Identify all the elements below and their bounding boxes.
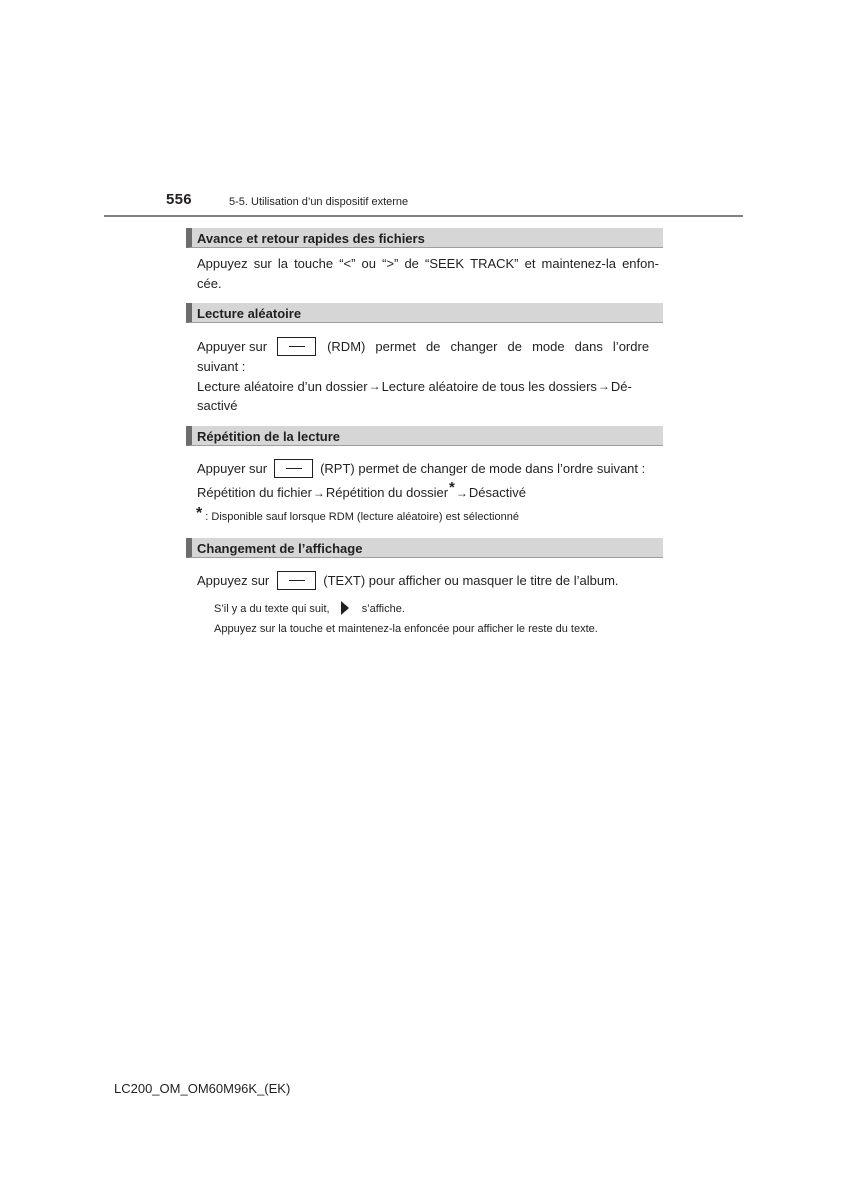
sequence-line bbox=[197, 479, 659, 504]
section-header-repeat bbox=[186, 426, 663, 446]
section-body-random bbox=[197, 336, 659, 416]
text: Appuyer sur bbox=[197, 460, 268, 476]
footnote-text: : Disponible sauf lorsque RDM (lecture aléatoire) est sélectionné bbox=[205, 511, 519, 523]
word: Appuyez bbox=[197, 256, 248, 271]
page-number: 556 bbox=[166, 191, 192, 208]
word: (RDM) bbox=[327, 338, 366, 354]
text: Appuyer sur bbox=[197, 338, 268, 354]
breadcrumb: 5-5. Utilisation d’un dispositif externe bbox=[229, 196, 409, 208]
word: touche bbox=[294, 256, 334, 271]
word: de bbox=[425, 338, 441, 354]
text: Lecture aléatoire d’un dossier bbox=[197, 378, 368, 394]
text: Appuyez sur bbox=[197, 572, 270, 588]
right-arrow-icon: → bbox=[455, 486, 468, 500]
word: maintenez-la bbox=[541, 256, 616, 271]
right-arrow-icon: → bbox=[368, 378, 381, 393]
section-title: Changement de l’affichage bbox=[197, 541, 363, 556]
word: l’ordre bbox=[612, 338, 650, 354]
section-header-display bbox=[186, 538, 663, 558]
section-body-repeat bbox=[197, 458, 659, 504]
section-header-fast-forward bbox=[186, 228, 663, 248]
note-line: Appuyez sur la touche et maintenez-la enfoncée pour afficher le reste du texte. bbox=[214, 623, 598, 635]
text: Désactivé bbox=[468, 485, 526, 500]
sequence-line bbox=[197, 377, 659, 397]
word: “>” bbox=[382, 256, 399, 271]
section-title: Lecture aléatoire bbox=[197, 306, 302, 321]
asterisk-mark: * bbox=[196, 505, 203, 522]
text: Répétition du dossier bbox=[325, 485, 449, 500]
section-body-display bbox=[197, 570, 659, 591]
justified-line bbox=[197, 254, 659, 274]
note-line bbox=[214, 602, 405, 616]
rpt-line bbox=[197, 458, 659, 479]
text-button-icon bbox=[277, 571, 316, 590]
word: mode bbox=[532, 338, 565, 354]
text: Répétition du fichier bbox=[197, 485, 312, 500]
word: ou bbox=[361, 256, 377, 271]
word: de bbox=[404, 256, 419, 271]
word: enfon- bbox=[622, 256, 659, 271]
section-title: Avance et retour rapides des fichiers bbox=[197, 231, 425, 246]
justified-run bbox=[327, 337, 649, 357]
header-rule bbox=[104, 215, 743, 217]
rdm-button-icon bbox=[277, 337, 316, 356]
text: (RPT) permet de changer de mode dans l’ordre suivant : bbox=[320, 460, 646, 476]
word: “SEEK bbox=[425, 256, 465, 271]
footnote bbox=[195, 507, 519, 525]
text: (TEXT) pour afficher ou masquer le titre de l’album. bbox=[323, 572, 619, 588]
section-title: Répétition de la lecture bbox=[197, 429, 341, 444]
word: et bbox=[524, 256, 536, 271]
word: dans bbox=[574, 338, 603, 354]
word: TRACK” bbox=[470, 256, 519, 271]
rpt-button-icon bbox=[274, 459, 313, 478]
body-line: cée. bbox=[197, 275, 222, 291]
section-body-fast-forward bbox=[197, 254, 659, 293]
body-line: sactivé bbox=[197, 398, 238, 413]
rdm-line bbox=[197, 336, 659, 357]
body-line: suivant : bbox=[197, 359, 246, 374]
right-triangle-icon bbox=[341, 601, 349, 615]
word: de bbox=[507, 338, 522, 354]
text: Dé- bbox=[610, 378, 632, 394]
word: permet bbox=[375, 338, 416, 354]
text-line bbox=[197, 570, 659, 591]
section-header-random bbox=[186, 303, 663, 323]
word: la bbox=[277, 256, 288, 271]
asterisk-mark: * bbox=[449, 479, 455, 496]
text: Lecture aléatoire de tous les dossiers bbox=[381, 378, 597, 394]
right-arrow-icon: → bbox=[597, 378, 610, 393]
word: “<” bbox=[339, 256, 356, 271]
right-arrow-icon: → bbox=[312, 486, 325, 500]
text: S’il y a du texte qui suit, bbox=[214, 602, 330, 615]
word: changer bbox=[450, 338, 498, 354]
word: sur bbox=[253, 256, 272, 271]
footer-model-code: LC200_OM_OM60M96K_(EK) bbox=[114, 1081, 291, 1096]
text: s’affiche. bbox=[361, 602, 405, 615]
